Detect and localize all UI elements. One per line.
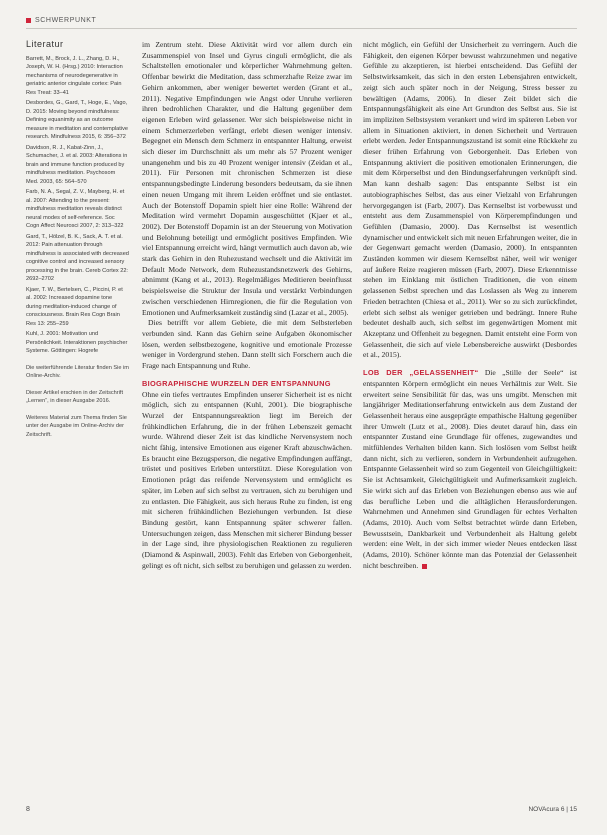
body-paragraph: nicht möglich, ein Gefühl der Unsicherheit zu verringern. Auch die Fähigkeit, den eigenen Körper bewusst wahrzunehmen und negative Gefühle zu akzeptieren, ist hierbei entscheidend. Das Gefühl der Selbstwirksamkeit, das sich in den ersten Lebensjahren entwickelt, zeigt sich auch später noch in der Neigung, Stress besser zu bewältigen (Adams, 2006). In dieser Zeit bildet sich die Entspannungsfähigkeit als eine Art Grundton des Selbst aus. Sie ist im impliziten Selbstsystem verankert und wird im späteren Leben vor allem in Situationen aktiviert, in denen Sicherheit und Vertrauen erlebt werden. Jeder Entspannungszustand ist somit eine Rückkehr zu dieser frühen Erfahrung von Geborgenheit. Das Erleben von Entspannung aktiviert die positiven emotionalen Erinnerungen, die mit dem Körperselbst und den Bindungserfahrungen verknüpft sind. Man kann deshalb sagen: Das entspannte Selbst ist ein autobiographisches Selbst, das aus einer Vielzahl von Erfahrungen hervorgegangen ist (Farb, 2007). Das Kernselbst ist vorbewusst und entsteht aus dem Zusammenspiel von Körperempfindungen und Gefühlen (Damasio, 2000). Das Kernselbst ist wesentlich dynamischer und entwickelt sich mit neuen Erfahrungen weiter, die in der Gegenwart gemacht werden (Damasio, 2000). In entspannten Zuständen kommen wir diesem Kernselbst näher, weil wir weniger auf äußere Reize reagieren müssen (Farb, 2007). Diese Erkenntnisse stehen im Einklang mit östlichen Traditionen, die von einem gelassenen Selbst sprechen und das Loslassen als Weg zu innerem Frieden betrachten (Chiesa et al., 2011). Wer so zu sich zurückfindet, erlebt sich selbst als weniger getrieben und bedrängt. Innere Ruhe bedeutet deshalb auch, sich selbst im gegenwärtigen Moment mit Akzeptanz und Offenheit zu begegnen. Damit entsteht eine Form von Gelassenheit, die sich auf viele Lebensbereiche auswirkt (Desbordes et al., 2015). [363, 40, 577, 360]
section-label: SCHWERPUNKT [35, 17, 97, 24]
section-heading: BIOGRAPHISCHE WURZELN DER ENTSPANNUNG [142, 378, 331, 388]
end-of-article-icon [422, 564, 427, 569]
literature-entry: Davidson, R. J., Kabat-Zinn, J., Schumacher, J. et al. 2003: Alterations in brain and immune function produced by mindfulness meditation. Psychosom Med. 2003, 65: 564–570 [26, 144, 128, 185]
body-paragraph: im Zentrum steht. Diese Aktivität wird vor allem durch ein Zusammenspiel von Insel und Gyrus cinguli ermöglicht, die als Schaltstellen emotionaler und körperlicher Wahrnehmung gelten. Offenbar bewirkt die Meditation, dass schmerzhafte Reize zwar im Gehirn ankommen, aber weniger bewertet werden (Grant et al., 2011). Negative Empfindungen wie Angst oder Unruhe verlieren ihren bedrohlichen Charakter, und die Haltung gegenüber dem eigenen Erleben wird gelassener. Wer sich beispielsweise nicht in einem Schmerzerleben verfängt, erlebt diesen weniger intensiv. Begegnet ein Mensch dem Schmerz in entspannter Haltung, erweist sich dieser im Durchschnitt als um mehr als 57 Prozent weniger unangenehm und bis zu 40 Prozent weniger intensiv (Zeidan et al., 2011). Für Personen mit chronischen Schmerzen ist diese entspannungsbedingte Linderung besonders bedeutsam, da sie ihnen einen neuen Umgang mit ihrem Leiden eröffnet und sie entlastet. Auch der Botenstoff Dopamin spielt hier eine Rolle: Während der Meditation wird vermehrt Dopamin ausgeschüttet (Kjaer et al., 2002). Der Botenstoff Dopamin ist an der Steuerung von Motivation und Belohnung beteiligt und ermöglicht positives Empfinden. Wie viel Entspannung erreicht wird, hängt vermutlich auch davon ab, wie stark das Gehirn in den Ruhezustand wechselt und die Aktivität im Default Mode Network, dem Ruhezustandsnetzwerk des Gehirns, abnimmt (Kang et al., 2013). Regelmäßiges Meditieren beeinflusst beispielsweise die Struktur der Insula und verstärkt Verbindungen zwischen verschiedenen Hirnregionen, die für die Regulation von Emotionen und Aufmerksamkeit zuständig sind (Lazar et al., 2005). [142, 40, 352, 317]
article-column-middle [142, 40, 352, 571]
literature-entry: Kjaer, T. W., Bertelsen, C., Piccini, P. et al. 2002: Increased dopamine tone during meditation-induced change of consciousness. Brain Res Cogn Brain Res 13: 255–259 [26, 286, 123, 327]
literature-note: Die weiterführende Literatur finden Sie im Online-Archiv. [26, 364, 129, 379]
article-column-right [363, 40, 577, 571]
top-divider [26, 28, 577, 29]
literature-entry: Kuhl, J. 2001: Motivation und Persönlichkeit. Interaktionen psychischer Systeme. Göttingen: Hogrefe [26, 331, 128, 354]
section-heading-inline: LOB DER „GELASSENHEIT“ [363, 368, 479, 378]
section-tag [26, 17, 96, 24]
literature-note: Dieser Artikel erschien in der Zeitschrift „Lernen“, in dieser Ausgabe 2016. [26, 389, 123, 404]
literature-note: Weiteres Material zum Thema finden Sie unter der Ausgabe im Online-Archiv der Zeitschrift. [26, 414, 127, 438]
literature-entry: Farb, N. A., Segal, Z. V., Mayberg, H. et al. 2007: Attending to the present: mindfulness meditation reveals distinct neural modes of self-reference. Soc Cogn Affect Neurosci 2007, 2: 313–322 [26, 189, 125, 229]
page-number: 8 [26, 806, 30, 813]
literature-entry: Desbordes, G., Gard, T., Hoge, E., Vago, D. 2015: Moving beyond mindfulness: Defining equanimity as an outcome measure in meditation and contemplative research. Mindfulness 2015, 6: 356–372 [26, 100, 128, 140]
body-paragraph: Ohne ein tiefes vertrautes Empfinden unserer Sicherheit ist es nicht möglich, sich zu entspannen (Kuhl, 2001). Die biographische Wurzel der Entspannungsreaktion liegt im Bereich der frühkindlichen Erfahrung, die in der frühen Lebenszeit gemacht wurde. Während dieser Zeit ist das kindliche Nervensystem noch nicht fähig, intensive Emotionen aus eigener Kraft abzuschwächen. Es braucht eine Bezugsperson, die negative Empfindungen auffängt, tröstet und positives Erleben unterstützt. Diese Koregulation von Emotionen prägt das reifende Nervensystem und ermöglicht es später, im Leben auf sich selbst zu vertrauen, sich zu beruhigen und zu entlasten. Die Fähigkeit, aus sich heraus Ruhe zu finden, ist eng mit sicheren frühkindlichen Beziehungen verbunden. Ist diese Bindung gestört, kann Entspannung später schwerer fallen. Untersuchungen zeigen, dass Menschen mit sicherer Bindung besser in der Lage sind, ihre physiologischen Reaktionen zu regulieren (Diamond & Aspinwall, 2003). Fehlt das Erleben von Geborgenheit, gelingt es oft nicht, sich selbst zu beruhigen und gelassen zu werden. [142, 389, 352, 570]
literature-entry: Gard, T., Hölzel, B. K., Sack, A. T. et al. 2012: Pain attenuation through mindfulness is associated with decreased cognitive control and increased sensory processing in the brain. Cereb Cortex 22: 2692–2702 [26, 233, 129, 282]
body-paragraph: Die „Stille der Seele“ ist entspannten Körpern ermöglicht ein neues Verhältnis zur Welt. Sie erweitert seine Sensibilität für das, was uns umgibt. Menschen mit langjähriger Meditationserfahrung entwickeln aus dem Zustand der Gelassenheit heraus eine ausgeprägte empathische Haltung gegenüber ihrer Umwelt (Lutz et al., 2008). Dies deutet darauf hin, dass ein entspannter Zustand eine Grundlage für offenes, zugewandtes und mitfühlendes Verhalten bilden kann. Sich loslösen vom Selbst heißt dann nicht, sich zu verlieren, sondern in Verbundenheit aufzugehen. Entspannte Gelassenheit wird so zum Gegenteil von Gleichgültigkeit: Sie ist Achtsamkeit, Gleichgültigkeit und Aufmerksamkeit zugleich. Sie wirkt sich auf das Erleben von Beziehungen ebenso aus wie auf das berufliche Leben und die alltäglichen Herausforderungen. Wahrnehmen und Annehmen sind Grundlagen für echtes Verhalten (Adams, 2010). Auch vom Selbst betrachtet würde dann Erleben, Bewusstsein, Dankbarkeit und Verbundenheit als Haltung gelebt werden: eine Welt, in der sich immer wieder Neues entdecken lässt (Adams, 2010). Schöner könnte man das Potenzial der Gelassenheit nicht beschreiben. [363, 368, 577, 570]
section-marker-icon [26, 18, 31, 23]
body-paragraph: Dies betrifft vor allem Gebiete, die mit dem Selbsterleben verbunden sind. Kann das Gehirn seine Aufgaben ökonomischer lösen, werden selbstbezogene, kognitive und emotionale Prozesse weniger in Vordergrund stehen. Dann stellt sich Forschern auch die Frage nach Entspannung und Ruhe. [142, 318, 352, 371]
literature-column [26, 40, 129, 439]
literature-entry: Barrett, M., Brock, J. L., Zhang, D. H., Joseph, W. H. (Hrsg.) 2010: Interaction mechanisms of neurodegenerative in geriatric anterior cingulate cortex: Pain Res Treat: 33–41 [26, 55, 123, 96]
journal-footer: NOVAcura 6 | 15 [528, 806, 577, 813]
literature-title: Literatur [26, 39, 64, 49]
